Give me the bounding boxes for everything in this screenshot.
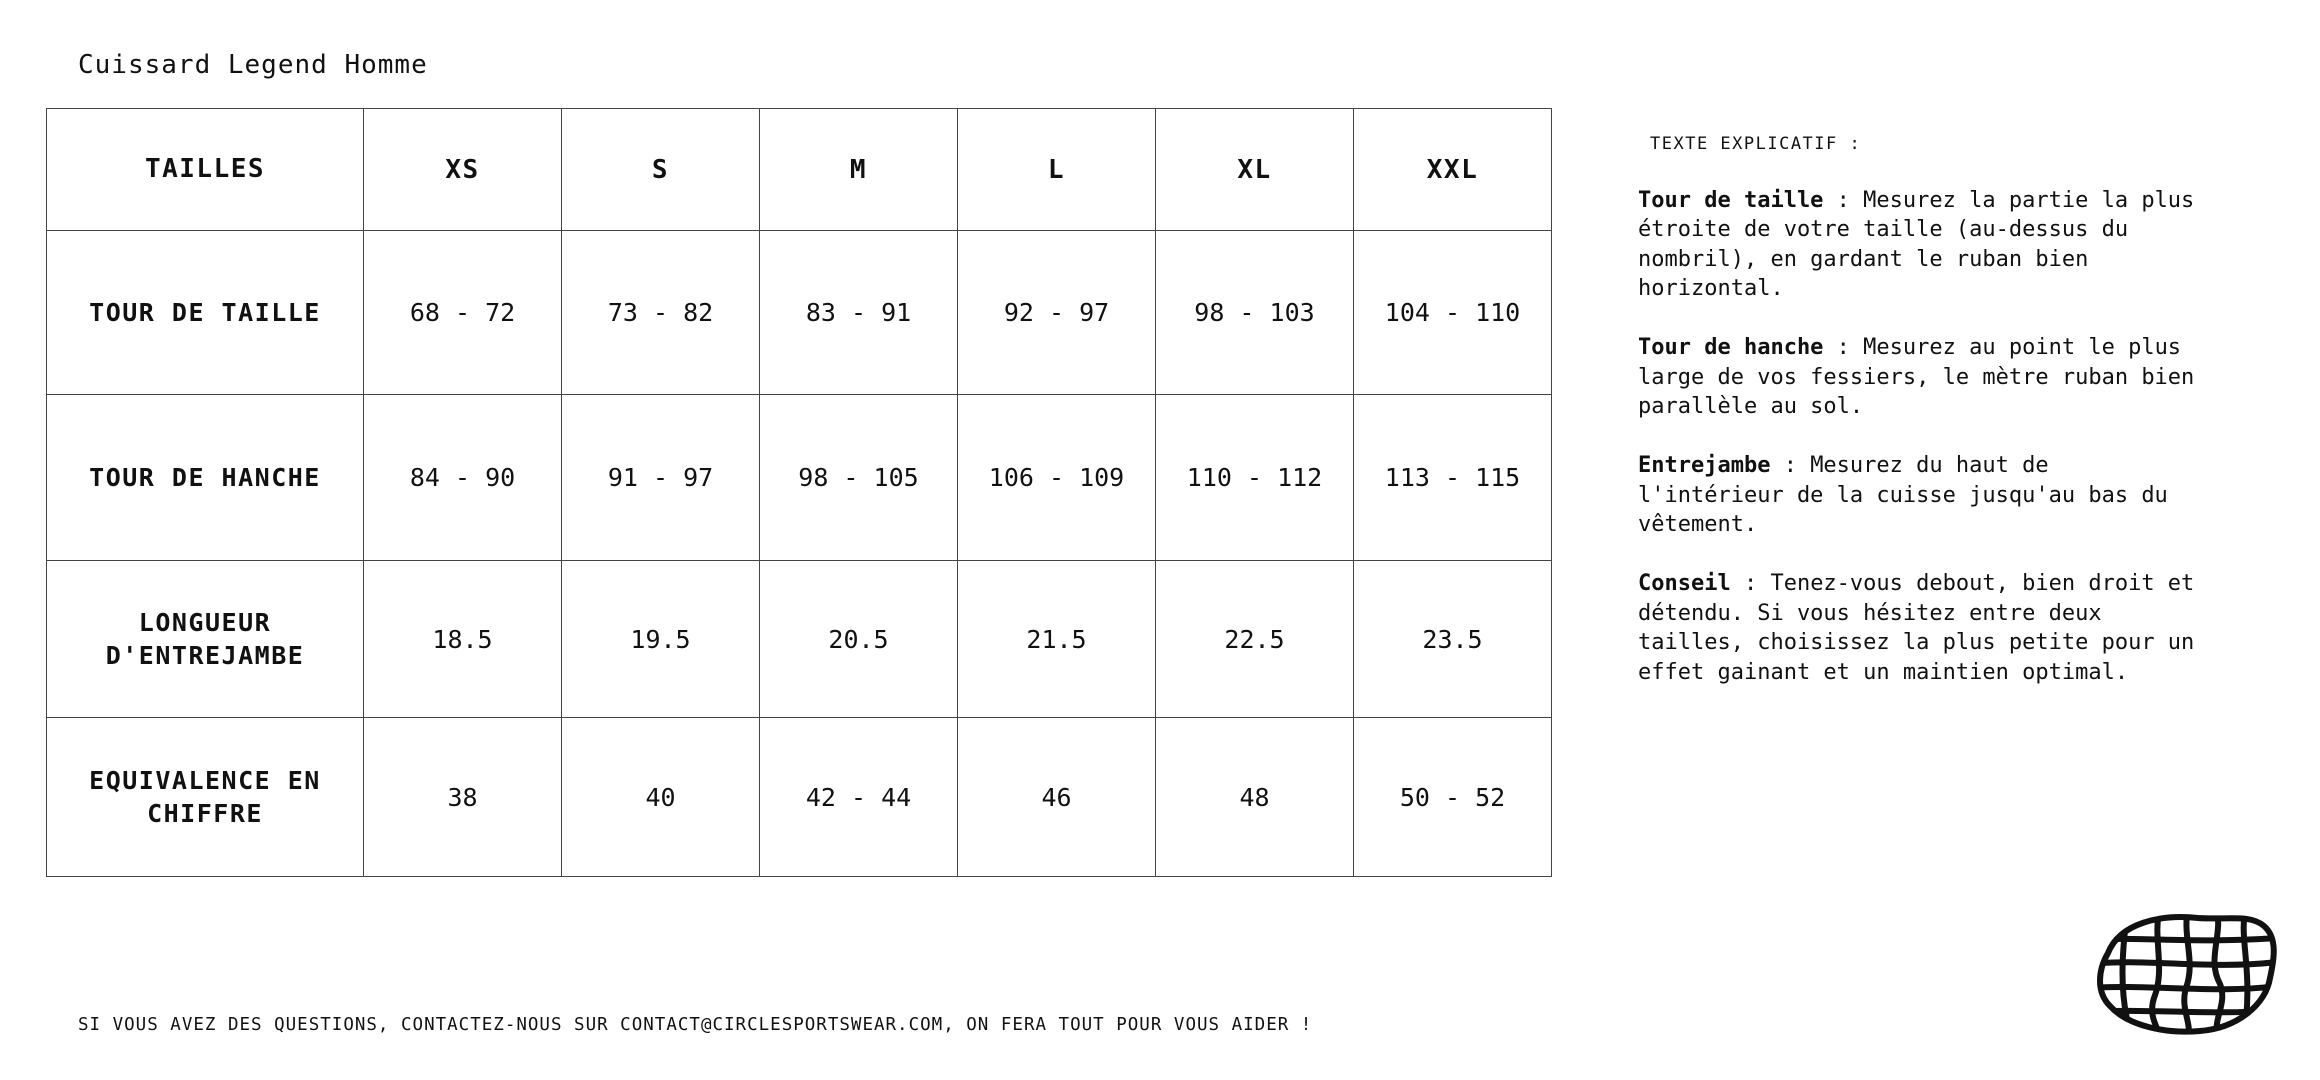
- paragraph-term: Tour de taille: [1638, 187, 1824, 213]
- paragraph-term: Entrejambe: [1638, 453, 1771, 478]
- row-label-longueur-entrejambe: [47, 561, 364, 718]
- row-label-line: LONGUEUR: [138, 608, 272, 637]
- table-cell: 19.5: [562, 561, 760, 718]
- table-row: [47, 395, 1552, 561]
- table-cell: 84 - 90: [364, 395, 562, 561]
- row-label-line: CHIFFRE: [147, 799, 263, 828]
- wavy-globe-icon: [2088, 908, 2278, 1036]
- table-cell: 73 - 82: [562, 231, 760, 395]
- size-header-s: S: [562, 109, 760, 231]
- table-cell: 20.5: [760, 561, 958, 718]
- table-cell: 92 - 97: [958, 231, 1156, 395]
- table-cell: 42 - 44: [760, 718, 958, 877]
- explanation-paragraph: [1638, 569, 2198, 687]
- header-label-tailles: TAILLES: [47, 109, 364, 231]
- table-cell: 106 - 109: [958, 395, 1156, 561]
- table-cell: 40: [562, 718, 760, 877]
- page-title: Cuissard Legend Homme: [78, 50, 428, 80]
- table-cell: 113 - 115: [1354, 395, 1552, 561]
- table-cell: 68 - 72: [364, 231, 562, 395]
- paragraph-term: Tour de hanche: [1638, 335, 1824, 360]
- explanation-heading: TEXTE EXPLICATIF :: [1650, 134, 1862, 154]
- table-row: [47, 561, 1552, 718]
- table-cell: 23.5: [1354, 561, 1552, 718]
- table-header-row: [47, 109, 1552, 231]
- row-label-line: D'ENTREJAMBE: [105, 641, 305, 670]
- paragraph-text: : Tenez-vous debout, bien droit et détendu. Si vous hésitez entre deux tailles, choisissez la plus petite pour un effet gainant et un maintien optimal.: [1638, 571, 2195, 685]
- explanation-paragraph: [1638, 186, 2198, 304]
- table-row: [47, 718, 1552, 877]
- row-label-equivalence-chiffre: [47, 718, 364, 877]
- paragraph-text: : Mesurez la partie la plus étroite de votre taille (au-dessus du nombril), en gardant le ruban bien horizontal.: [1638, 187, 2195, 301]
- contact-footer: SI VOUS AVEZ DES QUESTIONS, CONTACTEZ-NOUS SUR CONTACT@CIRCLESPORTSWEAR.COM, ON FERA TOUT POUR VOUS AIDER !: [78, 1015, 1313, 1035]
- explanation-panel: [1638, 130, 2198, 717]
- table-cell: 110 - 112: [1156, 395, 1354, 561]
- paragraph-text: : Mesurez au point le plus large de vos fessiers, le mètre ruban bien parallèle au sol.: [1638, 335, 2195, 419]
- size-header-m: M: [760, 109, 958, 231]
- table-cell: 38: [364, 718, 562, 877]
- table-cell: 22.5: [1156, 561, 1354, 718]
- size-header-l: L: [958, 109, 1156, 231]
- table-cell: 18.5: [364, 561, 562, 718]
- row-label-tour-de-hanche: TOUR DE HANCHE: [47, 395, 364, 561]
- size-header-xs: XS: [364, 109, 562, 231]
- row-label-tour-de-taille: TOUR DE TAILLE: [47, 231, 364, 395]
- paragraph-term: Conseil: [1638, 571, 1731, 596]
- row-label-line: EQUIVALENCE EN: [89, 766, 321, 795]
- size-header-xl: XL: [1156, 109, 1354, 231]
- table-row: [47, 231, 1552, 395]
- explanation-paragraph: [1638, 333, 2198, 422]
- table-cell: 46: [958, 718, 1156, 877]
- size-chart-table: [46, 108, 1552, 877]
- table-cell: 98 - 103: [1156, 231, 1354, 395]
- table-cell: 104 - 110: [1354, 231, 1552, 395]
- table-cell: 98 - 105: [760, 395, 958, 561]
- size-header-xxl: XXL: [1354, 109, 1552, 231]
- table-cell: 50 - 52: [1354, 718, 1552, 877]
- paragraph-text: : Mesurez du haut de l'intérieur de la cuisse jusqu'au bas du vêtement.: [1638, 453, 2168, 537]
- table-cell: 48: [1156, 718, 1354, 877]
- explanation-paragraph: [1638, 451, 2198, 540]
- table-cell: 21.5: [958, 561, 1156, 718]
- table-cell: 91 - 97: [562, 395, 760, 561]
- table-cell: 83 - 91: [760, 231, 958, 395]
